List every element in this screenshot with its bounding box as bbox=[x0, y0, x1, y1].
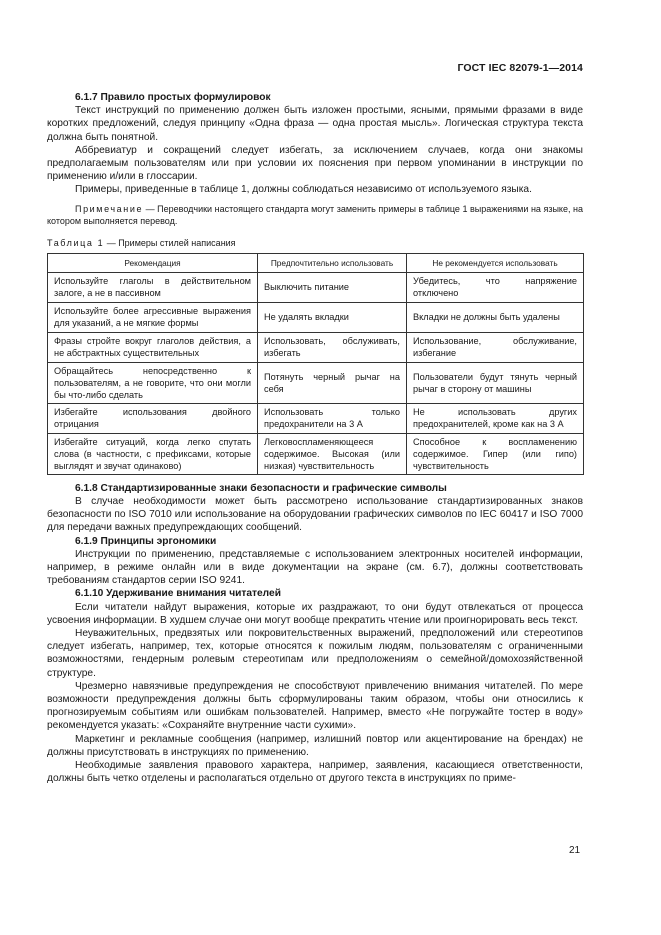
page-number: 21 bbox=[569, 845, 581, 856]
column-header: Рекомендация bbox=[48, 253, 258, 272]
table-cell: Убедитесь, что напряжение отключено bbox=[407, 272, 584, 302]
note-text: — Переводчики настоящего стандарта могут заменить примеры в таблице 1 выражениями на языке, на котором выполняется перевод. bbox=[47, 203, 583, 226]
page-content bbox=[47, 91, 583, 786]
table-row bbox=[48, 362, 584, 403]
paragraph: В случае необходимости может быть рассмотрено использование стандартизированных знаков безопасности по ISO 7010 или использование на оборудовании графических символов по IEC 60417 и ISO 7000 для передачи важных предупреждающих сообщений. bbox=[47, 496, 583, 534]
table-cell: Пользователи будут тянуть черный рычаг в сторону от машины bbox=[407, 362, 584, 403]
paragraph: Если читатели найдут выражения, которые их раздражают, то они будут отвлекаться от процесса усвоения информации. В худшем случае они могут вообще прекратить чтение или проигнорировать весь текст. bbox=[47, 601, 583, 626]
writing-style-table bbox=[47, 253, 584, 475]
paragraph: Текст инструкций по применению должен быть изложен простыми, ясными, прямыми фразами в виде коротких предложений, следуя принципу «Одна фраза — одна простая мысль». Логическая структура текста должна быть понятной. bbox=[47, 105, 583, 143]
table-cell: Потянуть черный рычаг на себя bbox=[258, 362, 407, 403]
table-row bbox=[48, 433, 584, 474]
table-caption-text: — Примеры стилей написания bbox=[104, 237, 236, 248]
column-header: Предпочтительно использовать bbox=[258, 253, 407, 272]
table-cell: Не использовать других предохранителей, кроме как на 3 А bbox=[407, 403, 584, 433]
table-cell: Способное к воспламенению содержимое. Гипер (или гипо) чувствительность bbox=[407, 433, 584, 474]
table-cell: Использование, обслуживание, избегание bbox=[407, 332, 584, 362]
table-cell: Избегайте ситуаций, когда легко спутать слова (в частности, с префиксами, которые выглядят и звучат одинаково) bbox=[48, 433, 258, 474]
note-label: Примечание bbox=[75, 203, 144, 214]
table-cell: Легковоспламеняющееся содержимое. Высокая (или низкая) чувствительность bbox=[258, 433, 407, 474]
table-cell: Фразы стройте вокруг глаголов действия, а не абстрактных существительных bbox=[48, 332, 258, 362]
paragraph: Аббревиатур и сокращений следует избегать, за исключением случаев, когда они знакомы предполагаемым пользователям или при условии их пояснения при первом упоминании в инструкции по применению и/или в глоссарии. bbox=[47, 144, 583, 183]
table-header-row bbox=[48, 253, 584, 272]
table-caption-label: Таблица 1 bbox=[47, 237, 105, 248]
paragraph: Инструкции по применению, представляемые с использованием электронных носителей информации, например, в режиме онлайн или в виде документации на экране (см. 6.7), должны соответствовать требованиям стандартов серии ISO 9241. bbox=[47, 548, 583, 587]
document-code: ГОСТ IEC 82079-1—2014 bbox=[457, 62, 583, 74]
table-row bbox=[48, 332, 584, 362]
paragraph: Примеры, приведенные в таблице 1, должны соблюдаться независимо от используемого языка. bbox=[75, 184, 532, 196]
column-header: Не рекомендуется использовать bbox=[407, 253, 584, 272]
section-heading-6-1-7: 6.1.7 Правило простых формулировок bbox=[75, 92, 271, 103]
table-cell: Используйте более агрессивные выражения для указаний, а не мягкие формы bbox=[48, 302, 258, 332]
table-cell: Избегайте использования двойного отрицания bbox=[48, 403, 258, 433]
table-caption bbox=[47, 237, 583, 250]
table-cell: Использовать только предохранители на 3 А bbox=[258, 403, 407, 433]
table-cell: Не удалять вкладки bbox=[258, 302, 407, 332]
paragraph: Неуважительных, предвзятых или покровительственных выражений, предположений или стереотипов следует избегать, например, тех, которые относятся к пожилым людям, пользователям с ограниченными возможностями, гендерным ролевым стереотипам или предположениям о семейной/домохозяйственной структуре. bbox=[47, 628, 583, 679]
section-heading-6-1-8: 6.1.8 Стандартизированные знаки безопасности и графические символы bbox=[75, 482, 447, 494]
note bbox=[47, 203, 583, 227]
table-cell: Вкладки не должны быть удалены bbox=[407, 302, 584, 332]
paragraph: Маркетинг и рекламные сообщения (например, излишний повтор или акцентирование на брендах) не должны присутствовать в инструкциях по применению. bbox=[47, 733, 583, 758]
table-cell: Выключить питание bbox=[258, 272, 407, 302]
table-cell: Обращайтесь непосредственно к пользователям, а не говорите, что они могли бы что-либо сделать bbox=[48, 362, 258, 403]
table-row bbox=[48, 302, 584, 332]
section-heading-6-1-9: 6.1.9 Принципы эргономики bbox=[75, 535, 217, 547]
table-row bbox=[48, 403, 584, 433]
paragraph: Необходимые заявления правового характера, например, заявления, касающиеся ответственности, должны быть четко отделены и располагаться отдельно от другого текста в инструкциях по приме- bbox=[47, 760, 583, 785]
table-row bbox=[48, 272, 584, 302]
table-cell: Использовать, обслуживать, избегать bbox=[258, 332, 407, 362]
section-heading-6-1-10: 6.1.10 Удерживание внимания читателей bbox=[75, 588, 281, 600]
table-cell: Используйте глаголы в действительном залоге, а не в пассивном bbox=[48, 272, 258, 302]
paragraph: Чрезмерно навязчивые предупреждения не способствуют привлечению внимания читателей. По мере возможности предупреждения должны быть сформулированы таким образом, чтобы они относились к прогнозируемым событиям или ошибкам пользователей. Например, вместо «Не погружайте тостер в воду» рекомендуется указать: «Сохраняйте внутренние части сухими». bbox=[47, 680, 583, 732]
